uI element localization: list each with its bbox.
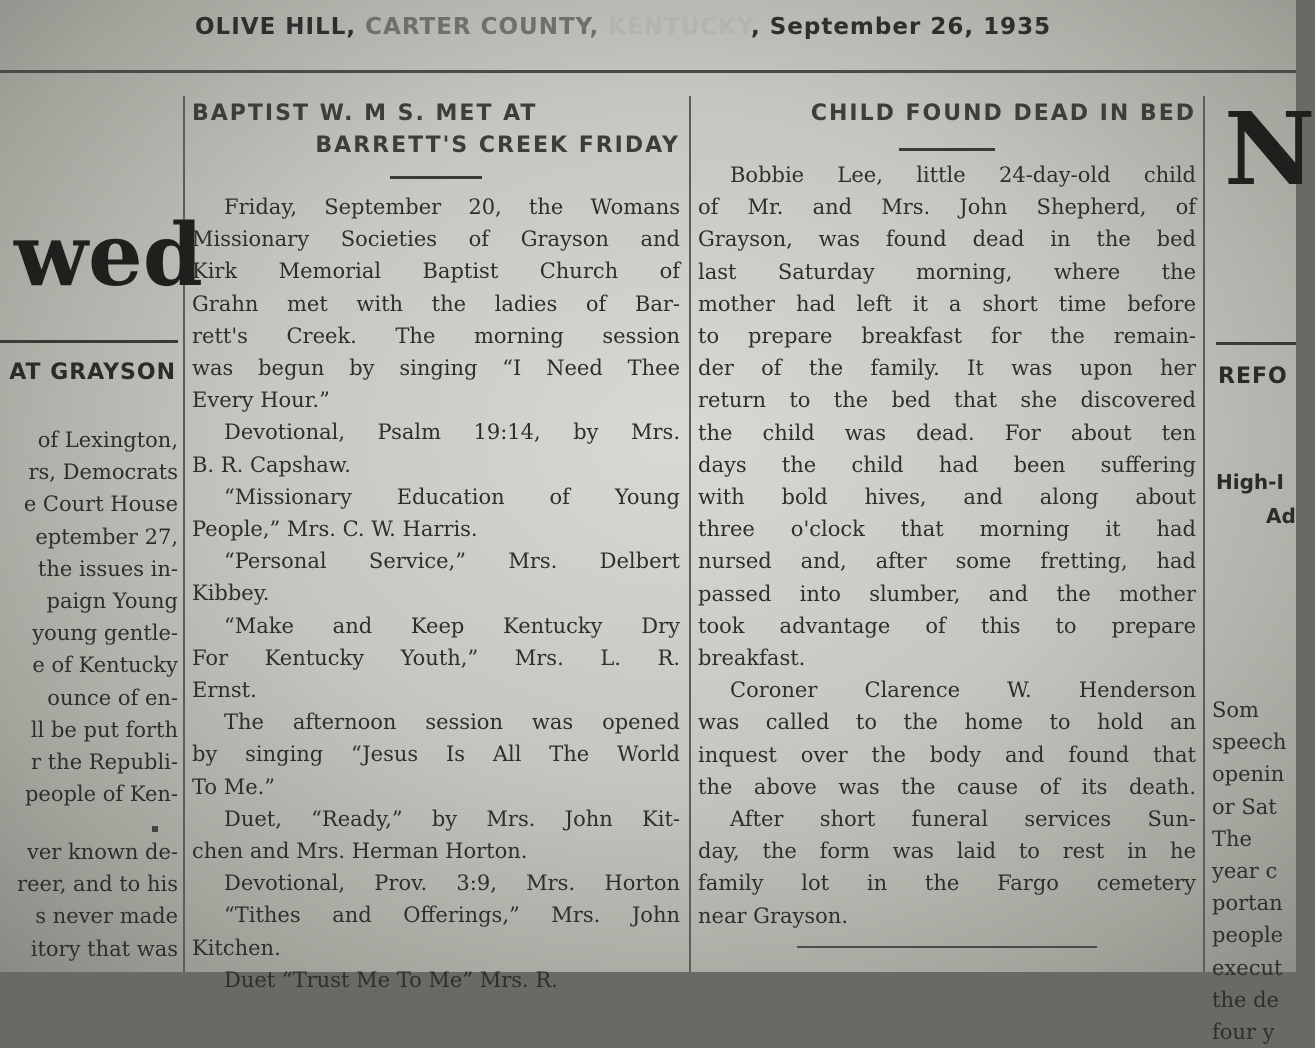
child-article-body [698,159,1196,932]
baptist-headline-1: BAPTIST W. M S. MET AT [192,101,538,126]
text-line: Every Hour.” [192,388,330,413]
text-line: “Make and Keep Kentucky Dry [224,613,680,638]
text-line: inquest over the body and found that [698,742,1196,767]
dateline-state: KENTUCKY [608,14,751,40]
column-rule [689,96,691,972]
text-line: Som [1212,698,1259,722]
text-line: last Saturday morning, where the [698,259,1196,284]
left-text-block [24,424,178,810]
text-line: Kibbey. [192,581,270,606]
text-line: days the child had been suffering [698,452,1196,477]
text-line: people of Ken- [24,782,178,807]
right-column [1210,90,1315,1045]
text-line: Ernst. [192,678,257,703]
text-line: Kirk Memorial Baptist Church of [192,259,680,284]
text-line: e Court House [23,492,178,517]
masthead-rule [0,70,1296,73]
text-line: r the Republi- [31,750,178,775]
text-line: day, the form was laid to rest in he [698,839,1196,864]
dateline-county: CARTER COUNTY, [356,14,609,40]
text-line: near Grayson. [698,903,849,928]
text-line: “Missionary Education of Young [224,484,680,509]
text-line: reer, and to his [17,872,178,897]
right-headline: N [1224,90,1315,208]
text-line: B. R. Capshaw. [192,452,351,477]
child-headline: CHILD FOUND DEAD IN BED [810,101,1196,126]
text-line: “Personal Service,” Mrs. Delbert [224,549,680,574]
text-line: execut [1212,955,1283,980]
text-line: or Sat [1212,794,1277,819]
right-rule [1216,342,1296,345]
text-line: der of the family. It was upon her [698,356,1196,381]
left-text-block [17,836,178,965]
text-line: four y [1212,1020,1275,1045]
baptist-headline-2: BARRETT'S CREEK FRIDAY [315,133,680,158]
text-line: with bold hives, and along about [698,485,1196,510]
text-line: the child was dead. For about ten [698,420,1196,445]
text-line: family lot in the Fargo cemetery [698,871,1196,896]
left-bullet [152,826,158,832]
text-line: Bobbie Lee, little 24-day-old child [730,163,1196,187]
text-line: ll be put forth [30,717,178,742]
text-line: itory that was [30,936,178,961]
text-line: ounce of en- [47,685,178,710]
right-deck-2: Ad [1266,504,1296,528]
text-line: chen and Mrs. Herman Horton. [192,839,528,864]
text-line: young gentle- [32,621,178,646]
text-line: to prepare breakfast for the remain- [698,324,1196,349]
masthead [0,0,1296,68]
text-line: return to the bed that she discovered [698,388,1196,413]
text-line: Grayson, was found dead in the bed [698,227,1196,252]
left-headline: wed [14,205,203,306]
text-line: Devotional, Psalm 19:14, by Mrs. [224,420,680,445]
text-line: Grahn met with the ladies of Bar- [192,291,680,316]
left-subhead: AT GRAYSON [9,360,176,385]
text-line: year c [1212,859,1278,884]
text-line: After short funeral services Sun- [730,807,1196,832]
text-line: three o'clock that morning it had [698,517,1196,542]
text-line: was begun by singing “I Need Thee [192,356,680,381]
text-line: The [1212,826,1252,851]
text-line: rs, Democrats [28,460,178,485]
text-line: Kitchen. [192,935,281,960]
dateline [195,14,1051,40]
text-line: s never made [35,904,178,929]
text-line: nursed and, after some fretting, had [698,549,1196,574]
text-line: the issues in- [37,556,178,581]
text-line: Duet “Trust Me To Me” Mrs. R. [224,967,558,992]
text-line: ver known de- [26,840,178,864]
text-line: mother had left it a short time before [698,291,1196,316]
text-line: openin [1212,762,1285,787]
text-line: Duet, “Ready,” by Mrs. John Kit- [224,806,680,831]
right-text-block [1212,694,1286,1048]
text-line: Devotional, Prov. 3:9, Mrs. Horton [224,871,680,896]
text-line: rett's Creek. The morning session [192,323,680,348]
text-line: “Tithes and Offerings,” Mrs. John [224,903,680,928]
text-line: passed into slumber, and the mother [698,581,1196,606]
article-end-rule [797,946,1097,948]
text-line: e of Kentucky [32,653,178,678]
text-line: For Kentucky Youth,” Mrs. L. R. [192,645,680,670]
right-deck-1: High-I [1216,470,1284,494]
text-line: Friday, September 20, the Womans [224,195,680,219]
column-rule [1203,96,1205,972]
text-line: of Lexington, [37,428,178,452]
text-line: Coroner Clarence W. Henderson [730,678,1196,703]
text-line: eptember 27, [35,524,178,549]
text-line: The afternoon session was opened [224,710,680,735]
baptist-article-body [192,191,680,996]
text-line: the de [1212,987,1279,1012]
left-rule [0,340,178,343]
text-line: of Mr. and Mrs. John Shepherd, of [698,195,1196,220]
left-column [0,96,203,972]
text-line: To Me.” [192,774,276,799]
text-line: people [1212,923,1284,948]
headline-divider [390,176,482,179]
text-line: portan [1212,891,1283,916]
baptist-column [192,96,680,992]
text-line: People,” Mrs. C. W. Harris. [192,517,478,542]
text-line: breakfast. [698,646,806,671]
text-line: by singing “Jesus Is All The World [192,742,680,767]
headline-divider [899,148,995,151]
text-line: Missionary Societies of Grayson and [192,227,680,252]
right-subhead: REFO [1218,364,1288,389]
text-line: was called to the home to hold an [698,710,1196,735]
text-line: speech [1212,730,1287,755]
text-line: paign Young [46,589,178,614]
text-line: took advantage of this to prepare [698,613,1196,638]
dateline-town: OLIVE HILL, [195,14,357,40]
text-line: the above was the cause of its death. [698,774,1196,799]
dateline-date: , September 26, 1935 [750,14,1052,40]
child-column [698,96,1196,972]
